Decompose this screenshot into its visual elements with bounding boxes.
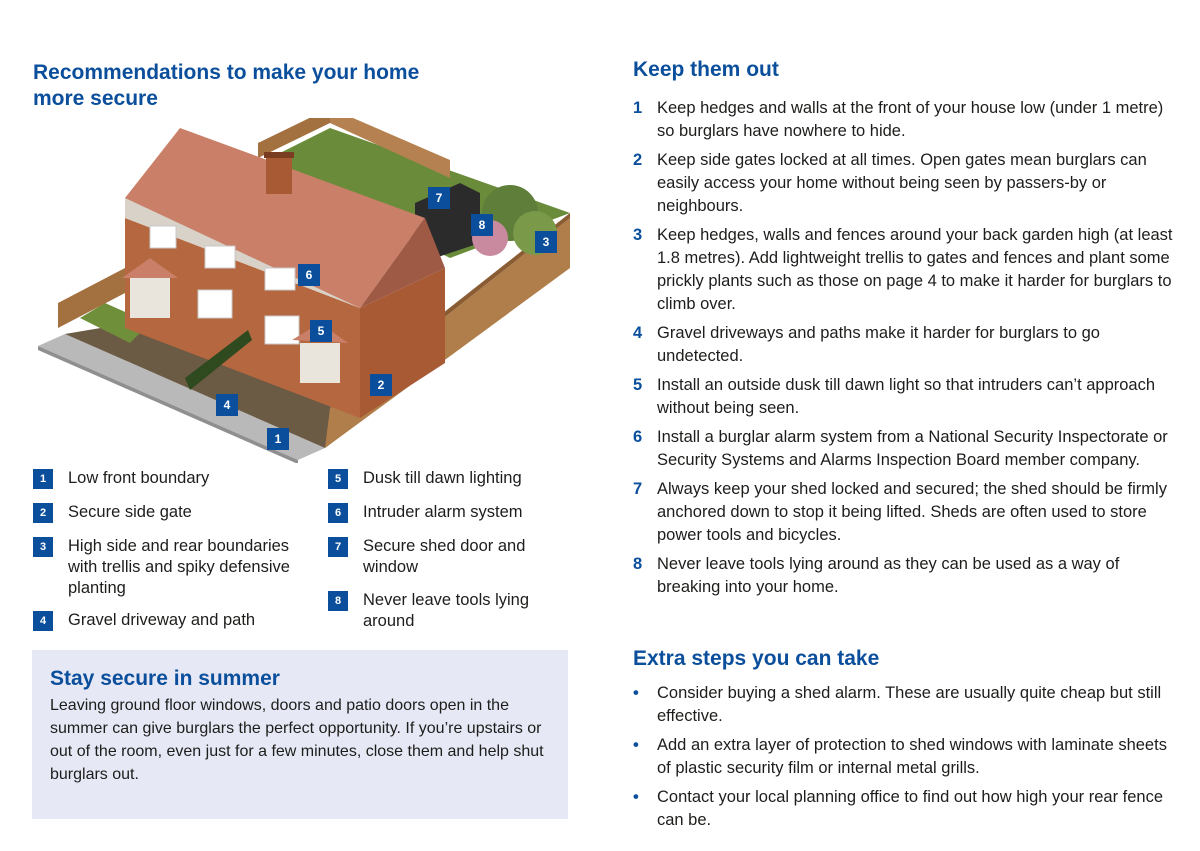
list-number: 4 [633,324,643,342]
list-text: Keep hedges, walls and fences around your back garden high (at least 1.8 metres). Add lightweight trellis to gates and fences and plant some prickly plants such as those on page 4 to make it harder for burglars to climb over. [657,226,1173,313]
list-item [633,734,1178,780]
list-number: 7 [633,480,643,498]
legend-number: 1 [33,469,53,489]
bullet-icon: • [633,684,639,702]
map-marker-6: 6 [298,264,320,286]
list-number: 5 [633,376,643,394]
list-item [633,682,1178,728]
legend-label: Gravel driveway and path [68,611,256,629]
legend-item [328,502,568,523]
legend-item [328,590,568,632]
legend-number: 4 [33,611,53,631]
map-marker-3: 3 [535,231,557,253]
map-marker-7: 7 [428,187,450,209]
extra-steps-list [633,682,1178,838]
legend-item [33,536,313,599]
list-number: 2 [633,151,643,169]
list-text: Gravel driveways and paths make it harder for burglars to go undetected. [657,324,1100,365]
map-marker-8: 8 [471,214,493,236]
legend-label: Secure shed door and window [363,537,526,576]
legend-right [328,468,568,632]
legend-left [33,468,313,631]
list-number: 6 [633,428,643,446]
legend-number: 8 [328,591,348,611]
summer-text: Leaving ground floor windows, doors and patio doors open in the summer can give burglars the perfect opportunity. If you’re upstairs or out of the room, even just for a few minutes, close them and help shut burglars out. [50,697,544,783]
bullet-icon: • [633,788,639,806]
section-title-extra-steps: Extra steps you can take [633,647,880,670]
list-text: Never leave tools lying around as they can be used as a way of breaking into your home. [657,555,1120,596]
list-item [633,97,1178,143]
list-item [633,553,1178,599]
list-item [633,149,1178,218]
map-marker-5: 5 [310,320,332,342]
bullet-icon: • [633,736,639,754]
legend-label: Secure side gate [68,503,192,521]
list-item [633,374,1178,420]
list-text: Keep hedges and walls at the front of your house low (under 1 metre) so burglars have nowhere to hide. [657,99,1164,140]
legend-item [328,468,568,489]
list-item [633,322,1178,368]
list-text: Always keep your shed locked and secured; the shed should be firmly anchored down to stop it being lifted. Sheds are often used to store power tools and bicycles. [657,480,1167,544]
list-item [633,224,1178,316]
legend-item [33,468,313,489]
legend-label: Dusk till dawn lighting [363,469,522,487]
summer-info-box [32,650,568,819]
keep-out-list [633,97,1178,605]
list-text: Install a burglar alarm system from a National Security Inspectorate or Security Systems and Alarms Inspection Board member company. [657,428,1168,469]
legend-label: Intruder alarm system [363,503,523,521]
legend-number: 2 [33,503,53,523]
legend-number: 5 [328,469,348,489]
map-marker-2: 2 [370,374,392,396]
map-marker-1: 1 [267,428,289,450]
legend-label: High side and rear boundaries with trellis and spiky defensive planting [68,537,290,597]
list-text: Install an outside dusk till dawn light so that intruders can’t approach without being seen. [657,376,1156,417]
list-item [633,478,1178,547]
legend-item [33,502,313,523]
section-title-recommendations: Recommendations to make your home more secure [33,61,420,110]
legend-label: Never leave tools lying around [363,591,529,630]
list-text: Add an extra layer of protection to shed windows with laminate sheets of plastic security film or internal metal grills. [657,736,1167,777]
list-text: Contact your local planning office to find out how high your rear fence can be. [657,788,1164,829]
list-item [633,786,1178,832]
section-title-keep-out: Keep them out [633,58,779,81]
legend-item [328,536,568,578]
summer-title: Stay secure in summer [50,667,280,690]
list-item [633,426,1178,472]
list-number: 1 [633,99,643,117]
house-illustration [30,118,580,463]
legend-number: 3 [33,537,53,557]
list-number: 3 [633,226,643,244]
legend-number: 6 [328,503,348,523]
list-text: Keep side gates locked at all times. Open gates mean burglars can easily access your home without being seen by passers-by or neighbours. [657,151,1147,215]
legend-number: 7 [328,537,348,557]
list-text: Consider buying a shed alarm. These are usually quite cheap but still effective. [657,684,1162,725]
list-number: 8 [633,555,643,573]
legend-item [33,610,313,631]
house-drawing [30,118,580,463]
map-marker-4: 4 [216,394,238,416]
legend-label: Low front boundary [68,469,210,487]
